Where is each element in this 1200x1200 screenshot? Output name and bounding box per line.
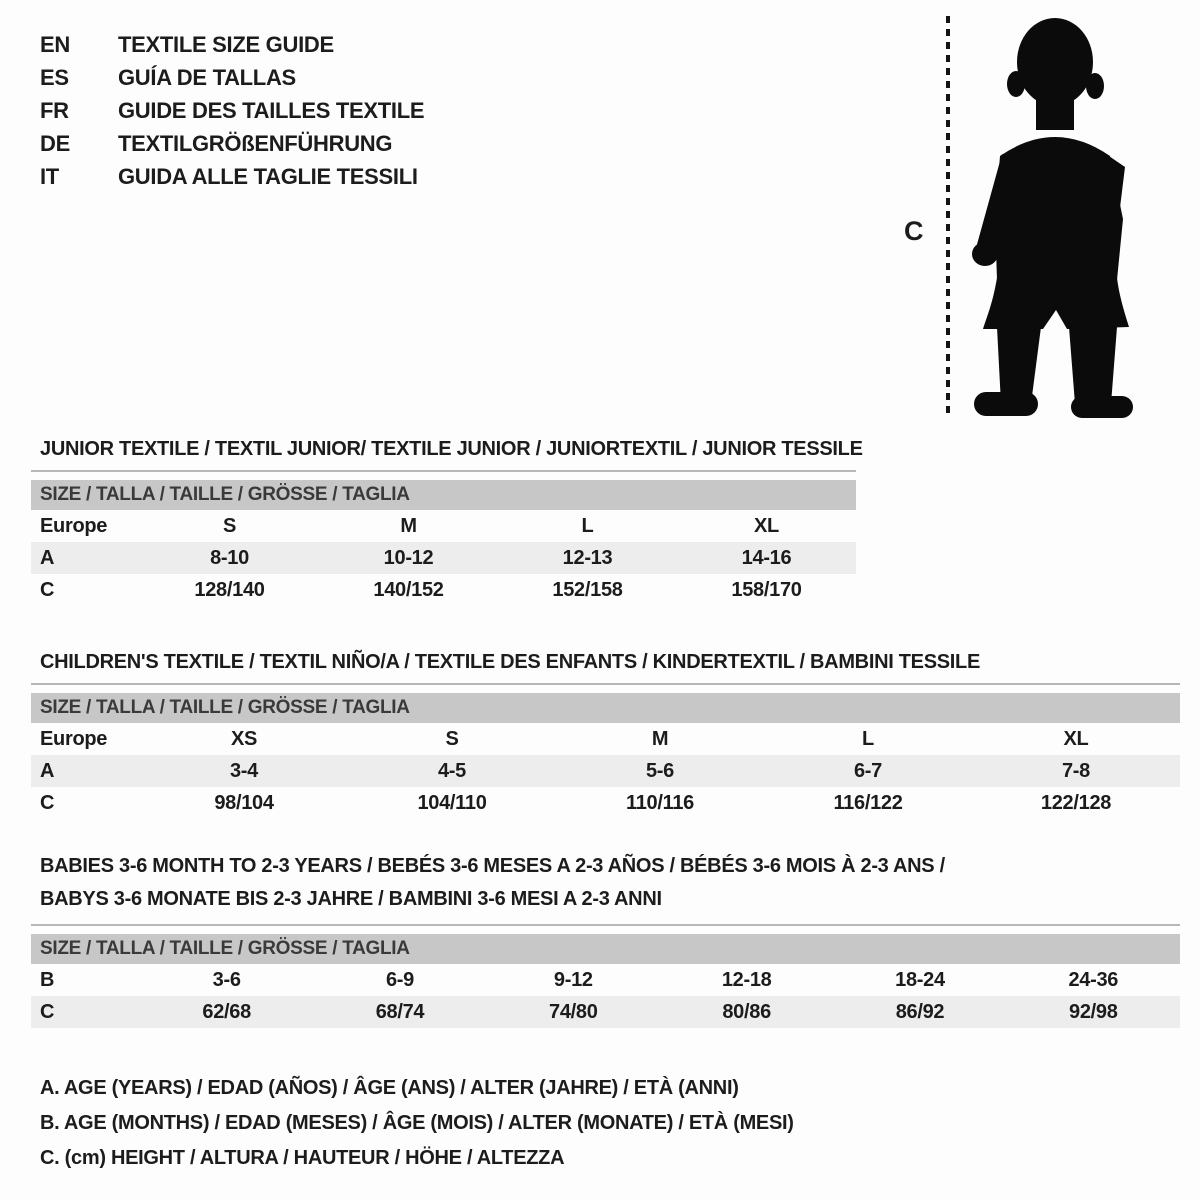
value-cell: 6-9 (385, 968, 414, 991)
value-cell: 68/74 (375, 1000, 425, 1023)
language-title: TEXTILGRÖßENFÜHRUNG (118, 131, 393, 156)
table-row (31, 723, 1180, 755)
value-cell: 10-12 (383, 546, 434, 569)
language-code: FR (40, 98, 69, 123)
value-cell: XS (230, 727, 258, 750)
language-row (40, 127, 424, 160)
size-header-bar (31, 480, 856, 510)
children-textile-table (31, 650, 1180, 819)
value-cell: 9-12 (553, 968, 593, 991)
language-code: EN (40, 32, 70, 57)
value-cell: 86/92 (895, 1000, 945, 1023)
value-cell: XL (754, 514, 779, 537)
value-cell: 92/98 (1069, 1000, 1118, 1023)
value-cell: 7-8 (1061, 759, 1090, 782)
row-label-cell: B (40, 968, 55, 991)
value-cell: S (222, 514, 237, 537)
value-cell: L (862, 727, 874, 750)
table-title-line: JUNIOR TEXTILE / TEXTIL JUNIOR/ TEXTILE JUNIOR / JUNIORTEXTIL / JUNIOR TESSILE (40, 438, 863, 460)
value-cell: 4-5 (437, 759, 466, 782)
size-header-bar-label: SIZE / TALLA / TAILLE / GRÖSSE / TAGLIA (40, 938, 410, 959)
table-row (31, 755, 1180, 787)
value-cell: 152/158 (552, 578, 623, 601)
size-header-bar-label: SIZE / TALLA / TAILLE / GRÖSSE / TAGLIA (40, 697, 410, 718)
value-cell: 8-10 (210, 546, 249, 569)
value-cell: 158/170 (731, 578, 802, 601)
table-title-line: CHILDREN'S TEXTILE / TEXTIL NIÑO/A / TEXTILE DES ENFANTS / KINDERTEXTIL / BAMBINI TESSILE (40, 651, 980, 673)
language-row (40, 61, 424, 94)
table-top-rule (31, 470, 856, 472)
value-cell: 104/110 (417, 791, 487, 814)
language-title-list (40, 28, 424, 193)
table-top-rule (31, 683, 1180, 685)
size-header-bar (31, 693, 1180, 723)
table-row (31, 964, 1180, 996)
value-cell: 128/140 (194, 578, 265, 601)
language-row (40, 160, 424, 193)
toddler-silhouette-icon (966, 14, 1140, 420)
value-cell: 98/104 (214, 791, 274, 814)
value-cell: 3-6 (212, 968, 241, 991)
value-cell: 6-7 (853, 759, 882, 782)
language-title: GUIDA ALLE TAGLIE TESSILI (118, 164, 418, 189)
table-top-rule (31, 924, 1180, 926)
size-header-bar (31, 934, 1180, 964)
row-label-cell: A (40, 546, 55, 569)
value-cell: XL (1063, 727, 1089, 750)
table-row (31, 542, 856, 574)
language-code: ES (40, 65, 69, 90)
language-row (40, 94, 424, 127)
value-cell: 110/116 (626, 791, 694, 814)
junior-textile-table (31, 437, 863, 606)
value-cell: 12-18 (721, 968, 772, 991)
table-title (31, 437, 863, 462)
language-title: TEXTILE SIZE GUIDE (118, 32, 334, 57)
row-label-cell: C (40, 791, 55, 814)
table-row (31, 787, 1180, 819)
table-row (31, 574, 856, 606)
babies-textile-table (31, 850, 1180, 1028)
value-cell: 62/68 (202, 1000, 251, 1023)
legend-line: A. AGE (YEARS) / EDAD (AÑOS) / ÂGE (ANS) / ALTER (JAHRE) / ETÀ (ANNI) (40, 1077, 739, 1099)
value-cell: 140/152 (373, 578, 444, 601)
table-rows (31, 723, 1180, 819)
row-label-cell: Europe (40, 727, 108, 750)
value-cell: 24-36 (1068, 968, 1119, 991)
table-title-line: BABIES 3-6 MONTH TO 2-3 YEARS / BEBÉS 3-6 MESES A 2-3 AÑOS / BÉBÉS 3-6 MOIS À 2-3 ANS / (40, 855, 945, 877)
value-cell: 116/122 (833, 791, 903, 814)
figure-height-label: C (904, 216, 924, 246)
table-title (31, 850, 1180, 916)
value-cell: M (400, 514, 417, 537)
legend-line: C. (cm) HEIGHT / ALTURA / HAUTEUR / HÖHE / ALTEZZA (40, 1147, 565, 1169)
size-header-bar-label: SIZE / TALLA / TAILLE / GRÖSSE / TAGLIA (40, 484, 410, 505)
table-row (31, 510, 856, 542)
language-title: GUÍA DE TALLAS (118, 65, 296, 90)
table-title-line: BABYS 3-6 MONATE BIS 2-3 JAHRE / BAMBINI 3-6 MESI A 2-3 ANNI (40, 888, 662, 910)
value-cell: L (581, 514, 594, 537)
value-cell: 5-6 (645, 759, 674, 782)
value-cell: 18-24 (895, 968, 945, 991)
value-cell: 14-16 (741, 546, 792, 569)
legend (40, 1071, 794, 1176)
row-label-cell: Europe (40, 514, 108, 537)
value-cell: M (651, 727, 669, 750)
table-title (31, 650, 1180, 675)
value-cell: 80/86 (722, 1000, 771, 1023)
row-label-cell: C (40, 578, 55, 601)
height-measure-line (946, 16, 950, 415)
row-label-cell: C (40, 1000, 55, 1023)
language-code: IT (40, 164, 59, 189)
table-rows (31, 510, 856, 606)
language-row (40, 28, 424, 61)
language-code: DE (40, 131, 70, 156)
value-cell: 74/80 (549, 1000, 598, 1023)
language-title: GUIDE DES TAILLES TEXTILE (118, 98, 425, 123)
value-cell: 122/128 (1040, 791, 1112, 814)
table-rows (31, 964, 1180, 1028)
value-cell: 12-13 (562, 546, 613, 569)
value-cell: 3-4 (229, 759, 258, 782)
table-row (31, 996, 1180, 1028)
row-label-cell: A (40, 759, 55, 782)
value-cell: S (445, 727, 459, 750)
legend-line: B. AGE (MONTHS) / EDAD (MESES) / ÂGE (MOIS) / ALTER (MONATE) / ETÀ (MESI) (40, 1112, 794, 1134)
